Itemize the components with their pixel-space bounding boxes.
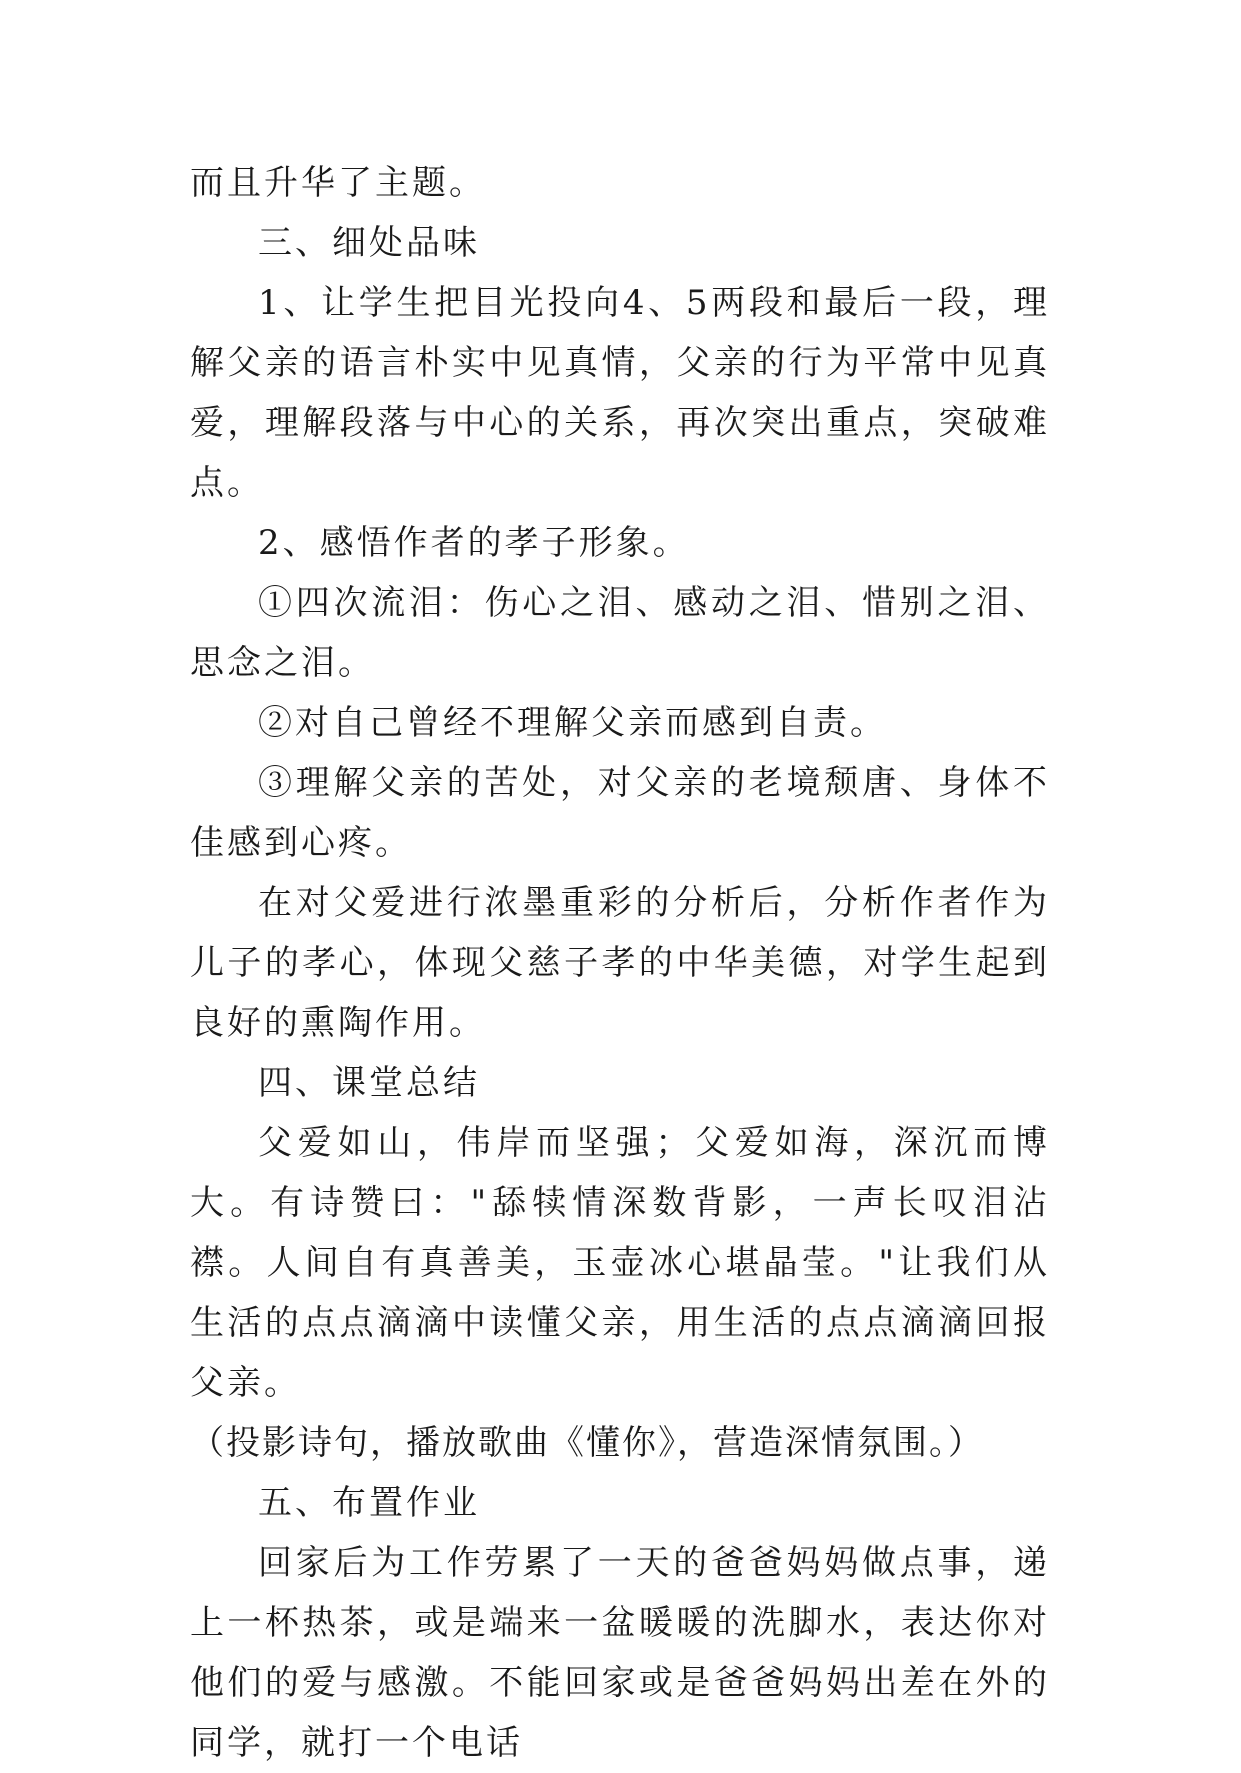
paragraph-item-1: 1、让学生把目光投向4、5两段和最后一段，理解父亲的语言朴实中见真情，父亲的行为平常中见真爱，理解段落与中心的关系，再次突出重点，突破难点。	[190, 283, 1050, 503]
paragraph-circled-1: ①四次流泪：伤心之泪、感动之泪、惜别之泪、思念之泪。	[190, 583, 1050, 683]
section-heading-summary: 四、课堂总结	[258, 1063, 480, 1103]
section-heading-details: 三、细处品味	[258, 223, 480, 263]
paragraph-circled-3: ③理解父亲的苦处，对父亲的老境颓唐、身体不佳感到心疼。	[190, 763, 1050, 863]
paragraph-note: （投影诗句，播放歌曲《懂你》，营造深情氛围。）	[190, 1423, 984, 1463]
document-body	[190, 153, 1050, 1773]
paragraph-analysis: 在对父爱进行浓墨重彩的分析后，分析作者作为儿子的孝心，体现父慈子孝的中华美德，对学生起到良好的熏陶作用。	[190, 883, 1050, 1043]
paragraph-continuation: 而且升华了主题。	[190, 163, 486, 203]
paragraph-item-2: 2、感悟作者的孝子形象。	[258, 523, 690, 563]
paragraph-summary: 父爱如山，伟岸而坚强；父爱如海，深沉而博大。有诗赞曰："舔犊情深数背影，一声长叹泪沾襟。人间自有真善美，玉壶冰心堪晶莹。"让我们从生活的点点滴滴中读懂父亲，用生活的点点滴滴回报父亲。	[190, 1123, 1050, 1403]
paragraph-homework: 回家后为工作劳累了一天的爸爸妈妈做点事，递上一杯热茶，或是端来一盆暖暖的洗脚水，表达你对他们的爱与感激。不能回家或是爸爸妈妈出差在外的同学，就打一个电话	[190, 1543, 1050, 1763]
section-heading-homework: 五、布置作业	[258, 1483, 480, 1523]
paragraph-circled-2: ②对自己曾经不理解父亲而感到自责。	[258, 703, 887, 743]
